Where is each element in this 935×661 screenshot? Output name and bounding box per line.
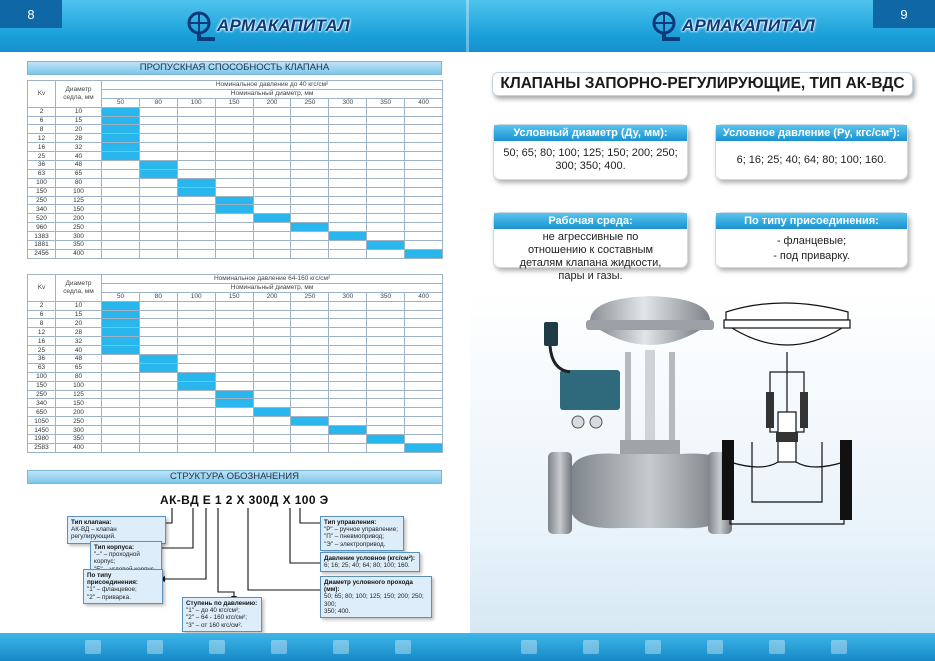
seat-cell: 65 (56, 363, 102, 372)
col-seat-header: Диаметр седла, мм (56, 275, 102, 302)
seat-cell: 350 (56, 241, 102, 250)
kv-cell: 8 (28, 125, 56, 134)
structure-title: СТРУКТУРА ОБОЗНАЧЕНИЯ (170, 471, 299, 482)
kv-cell: 12 (28, 134, 56, 143)
industry-icon (684, 637, 746, 657)
box-line: "Э" – электропривод. (324, 540, 386, 548)
seat-cell: 350 (56, 435, 102, 444)
box-line: 350; 400. (324, 607, 351, 615)
seat-cell: 65 (56, 169, 102, 178)
box-line: 50; 65; 80; 100; 125; 150; 200; 250; 300; (324, 593, 424, 608)
dn-column-header: 400 (405, 292, 443, 301)
box-line: "2" – 64 - 160 кгс/см²; (186, 614, 247, 622)
dn-column-header: 250 (291, 292, 329, 301)
col-kv-header: Kv (28, 81, 56, 108)
brand-name: АРМАКАПИТАЛ (682, 16, 815, 35)
kv-cell: 650 (28, 408, 56, 417)
seat-cell: 28 (56, 328, 102, 337)
kv-cell: 25 (28, 152, 56, 161)
spec-card-connection (715, 212, 908, 268)
valve-cross-section-drawing (722, 292, 852, 537)
seat-cell: 125 (56, 390, 102, 399)
kv-cell: 36 (28, 355, 56, 364)
dn-column-header: 350 (367, 292, 405, 301)
footer-icons-left (62, 637, 434, 657)
seat-cell: 250 (56, 223, 102, 232)
box-cond-pressure (320, 552, 420, 572)
kv-cell: 250 (28, 196, 56, 205)
box-line: "1" – фланцевое; (87, 586, 137, 594)
seat-cell: 48 (56, 161, 102, 170)
dn-column-header: 50 (102, 98, 140, 107)
dn-column-header: 150 (215, 98, 253, 107)
pressure-header: Номинальное давление 64-160 кгс/см² (102, 275, 443, 284)
dn-column-header: 150 (215, 292, 253, 301)
kv-cell: 100 (28, 372, 56, 381)
box-line: АК-ВД – клапан регулирующий. (71, 526, 117, 541)
spec-body-line: - фланцевые; (776, 235, 847, 247)
kv-cell: 2 (28, 301, 56, 310)
box-control-type (320, 516, 404, 551)
industry-icon (498, 637, 560, 657)
box-valve-type (67, 516, 166, 544)
seat-cell: 100 (56, 187, 102, 196)
dn-column-header: 350 (367, 98, 405, 107)
seat-cell: 28 (56, 134, 102, 143)
footer-band (0, 633, 935, 661)
box-title: Диаметр условного прохода (мм): (324, 579, 413, 594)
spec-card-medium (493, 212, 688, 282)
seat-cell: 10 (56, 107, 102, 116)
kv-cell: 1050 (28, 417, 56, 426)
spec-body-line: - под приварку. (773, 250, 850, 262)
box-title: Давление условное (кгс/см²): (324, 555, 415, 562)
seat-cell: 80 (56, 178, 102, 187)
kv-cell: 2583 (28, 443, 56, 452)
kv-cell: 16 (28, 143, 56, 152)
seat-cell: 40 (56, 152, 102, 161)
page-number-left: 8 (0, 0, 62, 28)
industry-icon (124, 637, 186, 657)
seat-cell: 250 (56, 417, 102, 426)
dn-column-header: 200 (253, 98, 291, 107)
box-line: "3" – от 160 кгс/см². (186, 621, 243, 629)
box-line: "1" – до 40 кгс/см²; (186, 607, 240, 615)
product-title: КЛАПАНЫ ЗАПОРНО-РЕГУЛИРУЮЩИЕ, ТИП АК-ВДС (492, 72, 913, 96)
dn-column-header: 80 (139, 98, 177, 107)
kv-cell: 340 (28, 399, 56, 408)
spec-head: Условный диаметр (Ду, мм): (494, 125, 687, 141)
dn-column-header: 300 (329, 292, 367, 301)
dn-column-header: 400 (405, 98, 443, 107)
spec-body: не агрессивные по отношению к составным деталям клапана жидкости, пары и газы. (519, 231, 662, 282)
dn-column-header: 200 (253, 292, 291, 301)
seat-cell: 15 (56, 116, 102, 125)
kv-cell: 1881 (28, 241, 56, 250)
seat-cell: 200 (56, 408, 102, 417)
seat-cell: 150 (56, 399, 102, 408)
seat-cell: 400 (56, 443, 102, 452)
spec-card-pressure (715, 124, 908, 180)
kv-cell: 150 (28, 381, 56, 390)
box-title: Тип клапана: (71, 519, 112, 526)
box-line: 6; 16; 25; 40; 64; 80; 100; 160. (324, 562, 410, 570)
kv-cell: 250 (28, 390, 56, 399)
kv-cell: 36 (28, 161, 56, 170)
seat-cell: 40 (56, 346, 102, 355)
box-title: Тип корпуса: (94, 544, 135, 551)
industry-icon (808, 637, 870, 657)
col-kv-header: Kv (28, 275, 56, 302)
spec-head: Условное давление (Ру, кгс/см²): (716, 125, 907, 141)
box-title: Тип управления: (324, 519, 377, 526)
seat-cell: 10 (56, 301, 102, 310)
spec-head: Рабочая среда: (494, 213, 687, 229)
kv-cell: 63 (28, 363, 56, 372)
kv-cell: 25 (28, 346, 56, 355)
dn-column-header: 80 (139, 292, 177, 301)
box-title: Ступень по давлению: (186, 600, 258, 607)
valve-photo (530, 290, 720, 630)
kv-cell: 8 (28, 319, 56, 328)
designation-code: АК-ВД Е 1 2 Х 300Д Х 100 Э (160, 493, 329, 507)
page-number-right: 9 (873, 0, 935, 28)
box-diameter (320, 576, 432, 618)
industry-icon (62, 637, 124, 657)
seat-cell: 300 (56, 232, 102, 241)
industry-icon (248, 637, 310, 657)
box-line: "П" – пневмопривод; (324, 533, 384, 541)
seat-cell: 32 (56, 337, 102, 346)
kv-cell: 6 (28, 310, 56, 319)
box-line: "2" – приварка. (87, 593, 131, 601)
industry-icon (560, 637, 622, 657)
box-title: По типу присоединения: (87, 572, 138, 587)
seat-cell: 100 (56, 381, 102, 390)
spec-body: 6; 16; 25; 40; 64; 80; 100; 160. (736, 154, 887, 166)
kv-cell: 63 (28, 169, 56, 178)
kv-cell: 340 (28, 205, 56, 214)
seat-cell: 15 (56, 310, 102, 319)
box-line: "Р" – ручное управление; (324, 526, 398, 534)
spec-card-diameter (493, 124, 688, 180)
dn-column-header: 50 (102, 292, 140, 301)
kv-cell: 2456 (28, 249, 56, 258)
dn-column-header: 100 (177, 292, 215, 301)
spec-body: 50; 65; 80; 100; 125; 150; 200; 250; 300; 350; 400. (503, 147, 678, 172)
kv-cell: 6 (28, 116, 56, 125)
col-seat-header: Диаметр седла, мм (56, 81, 102, 108)
box-connection (83, 569, 163, 604)
seat-cell: 80 (56, 372, 102, 381)
industry-icon (186, 637, 248, 657)
box-line: "–" – проходной корпус; (94, 551, 140, 566)
kv-cell: 1980 (28, 435, 56, 444)
seat-cell: 125 (56, 196, 102, 205)
kv-cell: 1383 (28, 232, 56, 241)
dn-header: Номинальный диаметр, мм (102, 283, 443, 292)
kv-cell: 12 (28, 328, 56, 337)
kv-cell: 1450 (28, 426, 56, 435)
dn-column-header: 100 (177, 98, 215, 107)
seat-cell: 150 (56, 205, 102, 214)
kv-cell: 150 (28, 187, 56, 196)
kv-cell: 2 (28, 107, 56, 116)
kv-cell: 16 (28, 337, 56, 346)
industry-icon (746, 637, 808, 657)
seat-cell: 20 (56, 125, 102, 134)
brand-name: АРМАКАПИТАЛ (217, 16, 350, 35)
spec-head: По типу присоединения: (716, 213, 907, 229)
seat-cell: 32 (56, 143, 102, 152)
seat-cell: 20 (56, 319, 102, 328)
footer-icons-right (498, 637, 870, 657)
dn-column-header: 250 (291, 98, 329, 107)
box-pressure-stage (182, 597, 262, 632)
kv-cell: 960 (28, 223, 56, 232)
seat-cell: 400 (56, 249, 102, 258)
industry-icon (310, 637, 372, 657)
seat-cell: 48 (56, 355, 102, 364)
seat-cell: 200 (56, 214, 102, 223)
kv-cell: 100 (28, 178, 56, 187)
dn-header: Номинальный диаметр, мм (102, 89, 443, 98)
kv-cell: 520 (28, 214, 56, 223)
industry-icon (372, 637, 434, 657)
capacity-title: ПРОПУСКНАЯ СПОСОБНОСТЬ КЛАПАНА (139, 62, 330, 73)
pressure-header: Номинальное давление до 40 кгс/см² (102, 81, 443, 90)
seat-cell: 300 (56, 426, 102, 435)
industry-icon (622, 637, 684, 657)
dn-column-header: 300 (329, 98, 367, 107)
